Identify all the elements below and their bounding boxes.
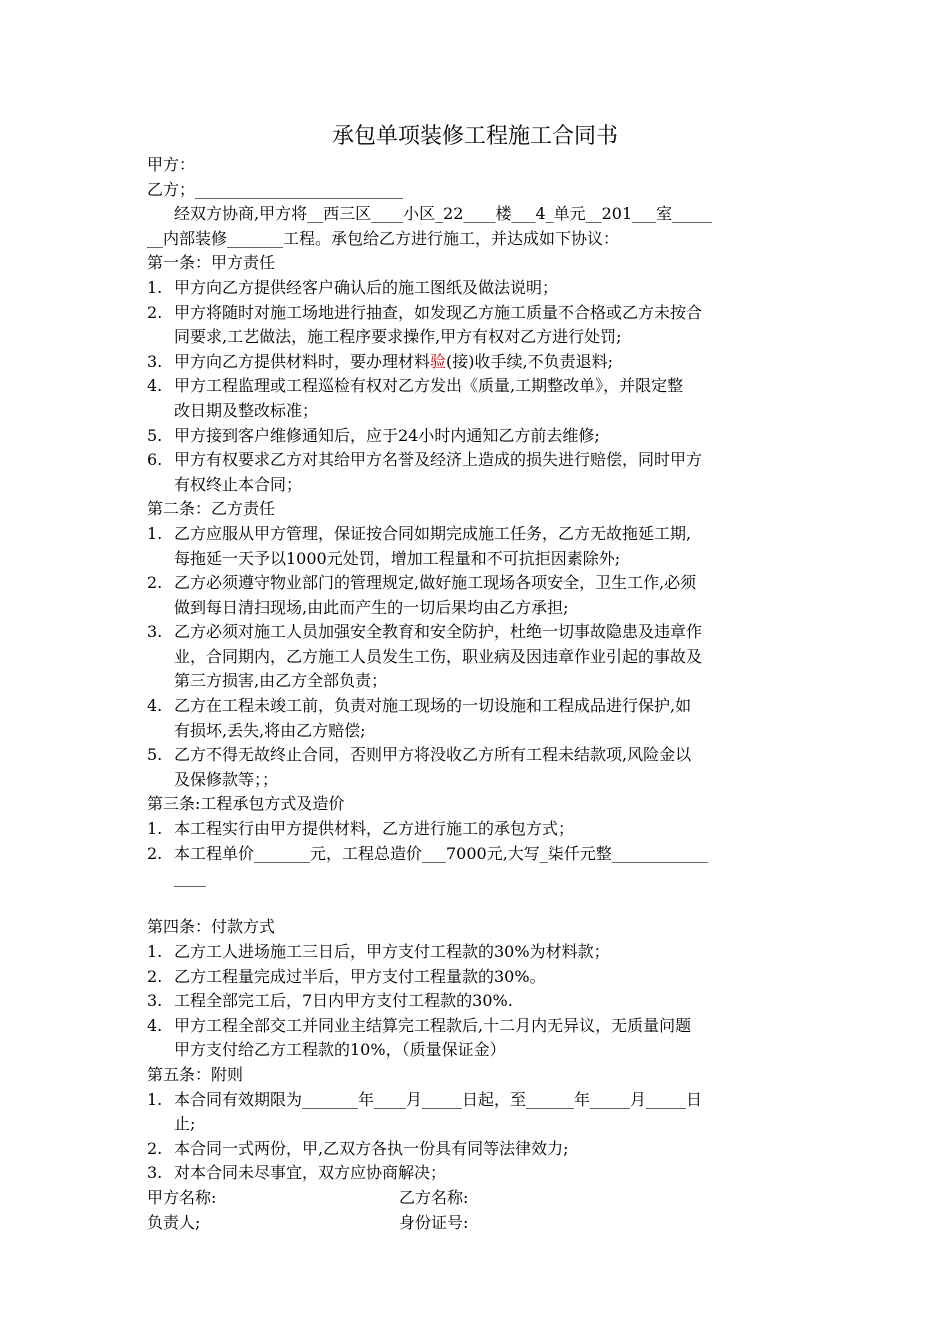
- signature-label-left: 负责人;: [147, 1212, 201, 1232]
- text-line: 乙方必须遵守物业部门的管理规定,做好施工现场各项安全，卫生工作,必须: [174, 573, 697, 593]
- list-item: [147, 743, 809, 792]
- text-line: ____: [174, 868, 206, 888]
- list-item-number: 1.: [147, 819, 163, 839]
- list-item: [147, 1137, 809, 1162]
- list-item-text: [174, 276, 809, 301]
- list-item-text: [174, 743, 809, 792]
- text-line: 有损坏,丢失,将由乙方赔偿;: [174, 720, 366, 740]
- signature-label-right: 身份证号:: [399, 1212, 469, 1232]
- list-item-text: [174, 374, 809, 423]
- list-item-number: 2.: [147, 843, 163, 863]
- text-line: 每拖延一天予以1000元处罚，增加工程量和不可抗拒因素除外;: [174, 548, 621, 568]
- text-line: 有权终止本合同；: [174, 474, 303, 494]
- text-line: 乙方应服从甲方管理，保证按合同如期完成施工任务，乙方无故拖延工期,: [174, 523, 692, 543]
- text-line: [174, 891, 809, 916]
- section-heading: 第五条：附则: [147, 1064, 244, 1084]
- list-item-text: [174, 522, 809, 571]
- list-item-number: 1.: [147, 277, 163, 297]
- list-item: [147, 842, 809, 916]
- list-item-number: 2.: [147, 302, 163, 322]
- text-line: 止;: [174, 1114, 196, 1134]
- list-item-text: [174, 842, 809, 916]
- list-item: [147, 424, 809, 449]
- text-line: 甲方工程监理或工程巡检有权对乙方发出《质量,工期整改单》，并限定整: [174, 376, 684, 396]
- list-item-text: [174, 301, 809, 350]
- list-item-number: 4.: [147, 696, 163, 716]
- list-item-number: 6.: [147, 450, 163, 470]
- list-item-text: [174, 1161, 809, 1186]
- list-item-number: 4.: [147, 376, 163, 396]
- text-line: 甲方向乙方提供经客户确认后的施工图纸及做法说明；: [174, 277, 559, 297]
- list-item-text: [174, 448, 809, 497]
- list-item: [147, 989, 809, 1014]
- signature-block: [147, 1186, 809, 1235]
- text-line: 乙方不得无故终止合同，否则甲方将没收乙方所有工程未结款项,风险金以: [174, 745, 692, 765]
- signature-row: [147, 1211, 809, 1236]
- list-item-number: 3.: [147, 351, 163, 371]
- section-heading: 第四条：付款方式: [147, 917, 276, 937]
- text-line: 本合同有效期限为_______年____月_____日起，至______年_____月_____日: [174, 1089, 703, 1109]
- list-item-text: [174, 571, 809, 620]
- list-item: [147, 1161, 809, 1186]
- text-line: 对本合同未尽事宜，双方应协商解决；: [174, 1163, 447, 1183]
- text-line: 第三方损害,由乙方全部负责；: [174, 671, 388, 691]
- intro-line-1: 经双方协商,甲方将__西三区____小区_22____楼___4_单元__201___室_____: [174, 204, 713, 224]
- list-item: [147, 301, 809, 350]
- section-heading: 第一条：甲方责任: [147, 253, 276, 273]
- text-line: 乙方在工程未竣工前，负责对施工现场的一切设施和工程成品进行保护,如: [174, 696, 692, 716]
- list-item: [147, 965, 809, 990]
- list-item-number: 3.: [147, 991, 163, 1011]
- list-item-text: [174, 940, 809, 965]
- list-item-number: 1.: [147, 523, 163, 543]
- text-line: 改日期及整改标准；: [174, 400, 319, 420]
- list-item: [147, 1014, 809, 1063]
- text-line: 甲方工程全部交工并同业主结算完工程款后,十二月内无异议，无质量问题: [174, 1015, 692, 1035]
- section-heading: 第三条:工程承包方式及造价: [147, 794, 345, 814]
- list-item: [147, 350, 809, 375]
- intro-line-2: __内部装修_______工程。承包给乙方进行施工，并达成如下协议：: [147, 228, 620, 248]
- text-line: 乙方必须对施工人员加强安全教育和安全防护，杜绝一切事故隐患及违章作: [174, 622, 703, 642]
- highlighted-text: 验: [430, 351, 447, 371]
- list-item-number: 2.: [147, 966, 163, 986]
- text-line: 甲方向乙方提供材料时，要办理材料验(接)收手续,不负责退料;: [174, 351, 613, 371]
- text-line: 本工程单价_______元，工程总造价___7000元,大写_柒仟元整____________: [174, 843, 708, 863]
- list-item: [147, 374, 809, 423]
- text-line: 甲方支付给乙方工程款的10%，（质量保证金）: [174, 1040, 506, 1060]
- list-item-number: 4.: [147, 1015, 163, 1035]
- text-line: 甲方接到客户维修通知后，应于24小时内通知乙方前去维修;: [174, 425, 600, 445]
- text-line: 乙方工人进场施工三日后，甲方支付工程款的30%为材料款；: [174, 942, 610, 961]
- list-item-text: [174, 989, 809, 1014]
- text-line: 乙方工程量完成过半后，甲方支付工程量款的30%。: [174, 966, 546, 986]
- list-item: [147, 571, 809, 620]
- signature-label-right: 乙方名称:: [399, 1187, 469, 1207]
- text-line: 本合同一式两份，甲,乙双方各执一份具有同等法律效力;: [174, 1138, 569, 1158]
- list-item-number: 5.: [147, 745, 163, 765]
- list-item-text: [174, 350, 809, 375]
- list-item: [147, 694, 809, 743]
- list-item: [147, 448, 809, 497]
- list-item-text: [174, 1014, 809, 1063]
- text-line: 本工程实行由甲方提供材料，乙方进行施工的承包方式；: [174, 819, 575, 839]
- section-heading: 第二条：乙方责任: [147, 499, 276, 519]
- list-item: [147, 522, 809, 571]
- list-item-text: [174, 694, 809, 743]
- text-line: 及保修款等；；: [174, 769, 279, 789]
- list-item-number: 3.: [147, 622, 163, 642]
- contract-sections: [147, 251, 809, 1186]
- list-item-text: [174, 1088, 809, 1137]
- text-line: 甲方将随时对施工场地进行抽查，如发现乙方施工质量不合格或乙方未按合: [174, 302, 703, 322]
- list-item: [147, 817, 809, 842]
- text-line: 做到每日清扫现场,由此而产生的一切后果均由乙方承担;: [174, 597, 569, 617]
- party-b-line: 乙方；__________________________: [147, 179, 404, 199]
- list-item-text: [174, 1137, 809, 1162]
- text-line: 甲方有权要求乙方对其给甲方名誉及经济上造成的损失进行赔偿，同时甲方: [174, 450, 703, 470]
- list-item-text: [174, 817, 809, 842]
- list-item-text: [174, 620, 809, 694]
- signature-row: [147, 1186, 809, 1211]
- text-line: 工程全部完工后，7日内甲方支付工程款的30%.: [174, 991, 513, 1011]
- list-item-number: 5.: [147, 425, 163, 445]
- list-item-text: [174, 965, 809, 990]
- list-item-number: 1.: [147, 1089, 163, 1109]
- document-body: [147, 153, 809, 1235]
- text-line: 同要求,工艺做法，施工程序要求操作,甲方有权对乙方进行处罚;: [174, 327, 622, 347]
- signature-label-left: 甲方名称:: [147, 1187, 217, 1207]
- list-item-number: 1.: [147, 942, 163, 961]
- list-item-number: 2.: [147, 573, 163, 593]
- list-item: [147, 940, 809, 965]
- list-item-number: 2.: [147, 1138, 163, 1158]
- list-item: [147, 1088, 809, 1137]
- party-a-line: 甲方：: [147, 155, 196, 174]
- text-line: 业，合同期内，乙方施工人员发生工伤，职业病及因违章作业引起的事故及: [174, 646, 703, 666]
- document-title: 承包单项装修工程施工合同书: [331, 124, 618, 149]
- list-item-number: 3.: [147, 1163, 163, 1183]
- list-item-text: [174, 424, 809, 449]
- list-item: [147, 276, 809, 301]
- list-item: [147, 620, 809, 694]
